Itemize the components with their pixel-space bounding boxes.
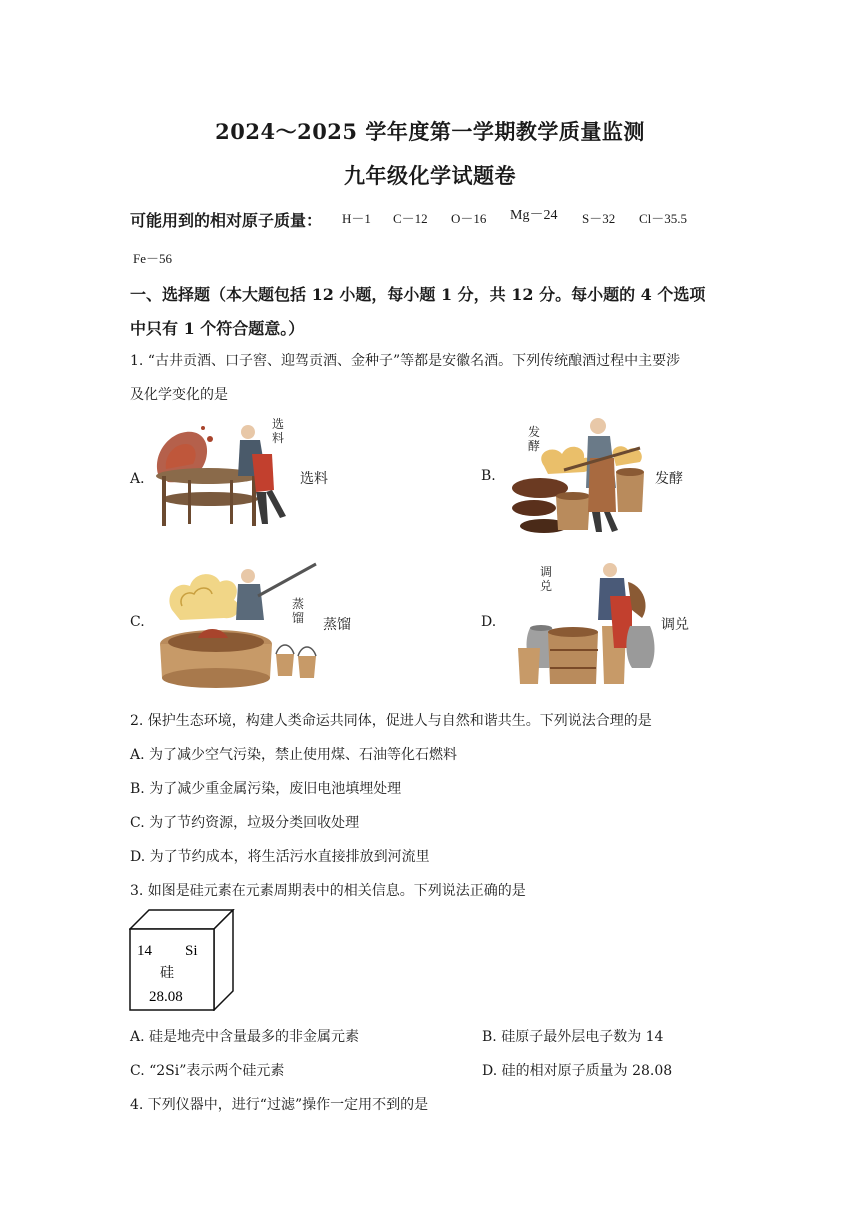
- q2-stem: 2. 保护生态环境，构建人类命运共同体，促进人与自然和谐共生。下列说法合理的是: [130, 713, 652, 729]
- q1-option-b-illus-label-1: 发: [528, 425, 541, 439]
- section-heading-cont: 中只有 1 个符合题意。）: [130, 319, 305, 338]
- atomic-mass-o: O－16: [451, 211, 487, 226]
- section-heading: 一、选择题（本大题包括 12 小题，每小题 1 分，共 12 分。每小题的 4 个选项: [130, 285, 706, 304]
- q1-option-c-caption: 蒸馏: [323, 617, 351, 633]
- atomic-mass-label: 可能用到的相对原子质量：: [130, 211, 323, 230]
- q1-option-b-illustration: [504, 408, 650, 538]
- q2-option-b: B. 为了减少重金属污染，废旧电池填埋处理: [130, 781, 402, 797]
- q1-option-b-illus-label-2: 酵: [528, 439, 541, 453]
- q1-option-a-illustration: [148, 414, 294, 536]
- q2-option-a: A. 为了减少空气污染，禁止使用煤、石油等化石燃料: [130, 747, 458, 763]
- q3-option-d: D. 硅的相对原子质量为 28.08: [482, 1063, 673, 1079]
- q1-option-b-caption: 发酵: [655, 471, 683, 487]
- atomic-mass-h: H－1: [342, 211, 371, 226]
- atomic-mass-mg: Mg－24: [510, 208, 558, 223]
- element-symbol: Si: [185, 943, 198, 959]
- q1-option-c-illus-label-1: 蒸: [292, 597, 305, 611]
- q3-option-a: A. 硅是地壳中含量最多的非金属元素: [130, 1029, 360, 1045]
- exam-subtitle: 九年级化学试题卷: [344, 163, 516, 188]
- q1-option-a-letter: A．: [130, 471, 155, 487]
- atomic-mass-s: S－32: [582, 211, 616, 226]
- atomic-mass-fe: Fe－56: [133, 251, 173, 266]
- atomic-mass-cl: Cl－35.5: [639, 211, 688, 226]
- q1-option-a-caption: 选料: [300, 471, 328, 487]
- q1-stem: 1. “古井贡酒、口子窖、迎驾贡酒、金种子”等都是安徽名酒。下列传统酿酒过程中主要涉: [130, 353, 681, 369]
- q1-option-c-letter: C.: [130, 614, 145, 630]
- exam-title: 2024～2025 学年度第一学期教学质量监测: [215, 119, 645, 144]
- q1-option-d-illus-label-1: 调: [540, 565, 553, 579]
- q1-option-d-letter: D.: [481, 614, 497, 630]
- q2-option-c: C. 为了节约资源，垃圾分类回收处理: [130, 815, 360, 831]
- element-name: 硅: [160, 966, 174, 981]
- q1-option-d-caption: 调兑: [661, 617, 689, 633]
- silicon-element-card: [129, 909, 235, 1011]
- q1-option-d-illus-label-2: 兑: [540, 579, 553, 593]
- q1-option-c-illustration: [158, 562, 322, 690]
- q1-option-a-illus-label-2: 料: [272, 431, 285, 445]
- q1-option-d-illustration: [514, 556, 660, 690]
- q1-option-a-illus-label-1: 选: [272, 417, 285, 431]
- q4-stem: 4. 下列仪器中，进行“过滤”操作一定用不到的是: [130, 1097, 429, 1113]
- q1-stem-cont: 及化学变化的是: [130, 387, 228, 403]
- q3-option-b: B. 硅原子最外层电子数为 14: [482, 1029, 664, 1045]
- element-atomic-number: 14: [137, 943, 152, 959]
- q1-option-b-letter: B.: [481, 468, 496, 484]
- q3-stem: 3. 如图是硅元素在元素周期表中的相关信息。下列说法正确的是: [130, 883, 526, 899]
- q3-option-c: C. “2Si”表示两个硅元素: [130, 1063, 285, 1079]
- q1-option-c-illus-label-2: 馏: [292, 611, 305, 625]
- q2-option-d: D. 为了节约成本，将生活污水直接排放到河流里: [130, 849, 430, 865]
- element-atomic-mass: 28.08: [149, 989, 183, 1005]
- atomic-mass-c: C－12: [393, 211, 428, 226]
